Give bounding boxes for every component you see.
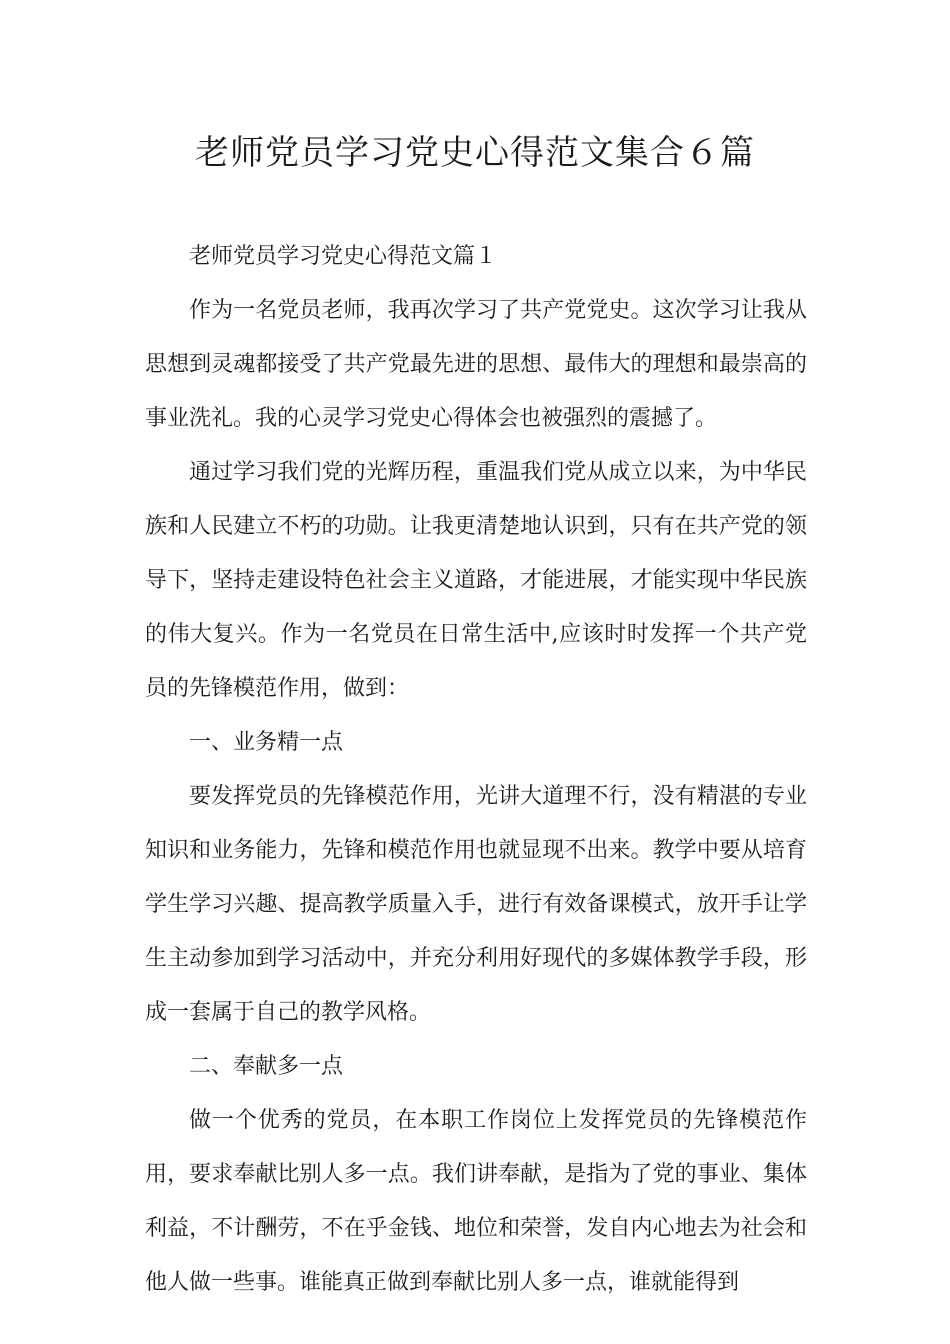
subheading-dedication: 二、奉献多一点: [189, 1054, 344, 1079]
document-title: 老师党员学习党史心得范文集合６篇: [195, 133, 755, 173]
paragraph: 做一个优秀的党员，在本职工作岗位上发挥党员的先锋模范作用，要求奉献比别人多一点。我们讲奉献，是指为了党的事业、集体利益，不计酬劳，不在乎金钱、地位和荣誉，发自内心地去为社会和他人做一些事。谁能真正做到奉献比别人多一点，谁就能得到: [145, 1108, 807, 1295]
document-body: [145, 230, 807, 1310]
section-heading-1: 老师党员学习党史心得范文篇１: [189, 244, 498, 269]
subheading-business: 一、业务精一点: [189, 730, 344, 755]
paragraph: 要发挥党员的先锋模范作用，光讲大道理不行，没有精湛的专业知识和业务能力，先锋和模范作用也就显现不出来。教学中要从培育学生学习兴趣、提高教学质量入手，进行有效备课模式，放开手让学生主动参加到学习活动中，并充分利用好现代的多媒体教学手段，形成一套属于自己的教学风格。: [145, 784, 807, 1025]
paragraph: 通过学习我们党的光辉历程，重温我们党从成立以来，为中华民族和人民建立不朽的功勋。让我更清楚地认识到，只有在共产党的领导下，坚持走建设特色社会主义道路，才能进展，才能实现中华民族的伟大复兴。作为一名党员在日常生活中,应该时时发挥一个共产党员的先锋模范作用，做到：: [145, 460, 807, 701]
paragraph: 作为一名党员老师，我再次学习了共产党党史。这次学习让我从思想到灵魂都接受了共产党最先进的思想、最伟大的理想和最崇高的事业洗礼。我的心灵学习党史心得体会也被强烈的震撼了。: [145, 298, 807, 431]
